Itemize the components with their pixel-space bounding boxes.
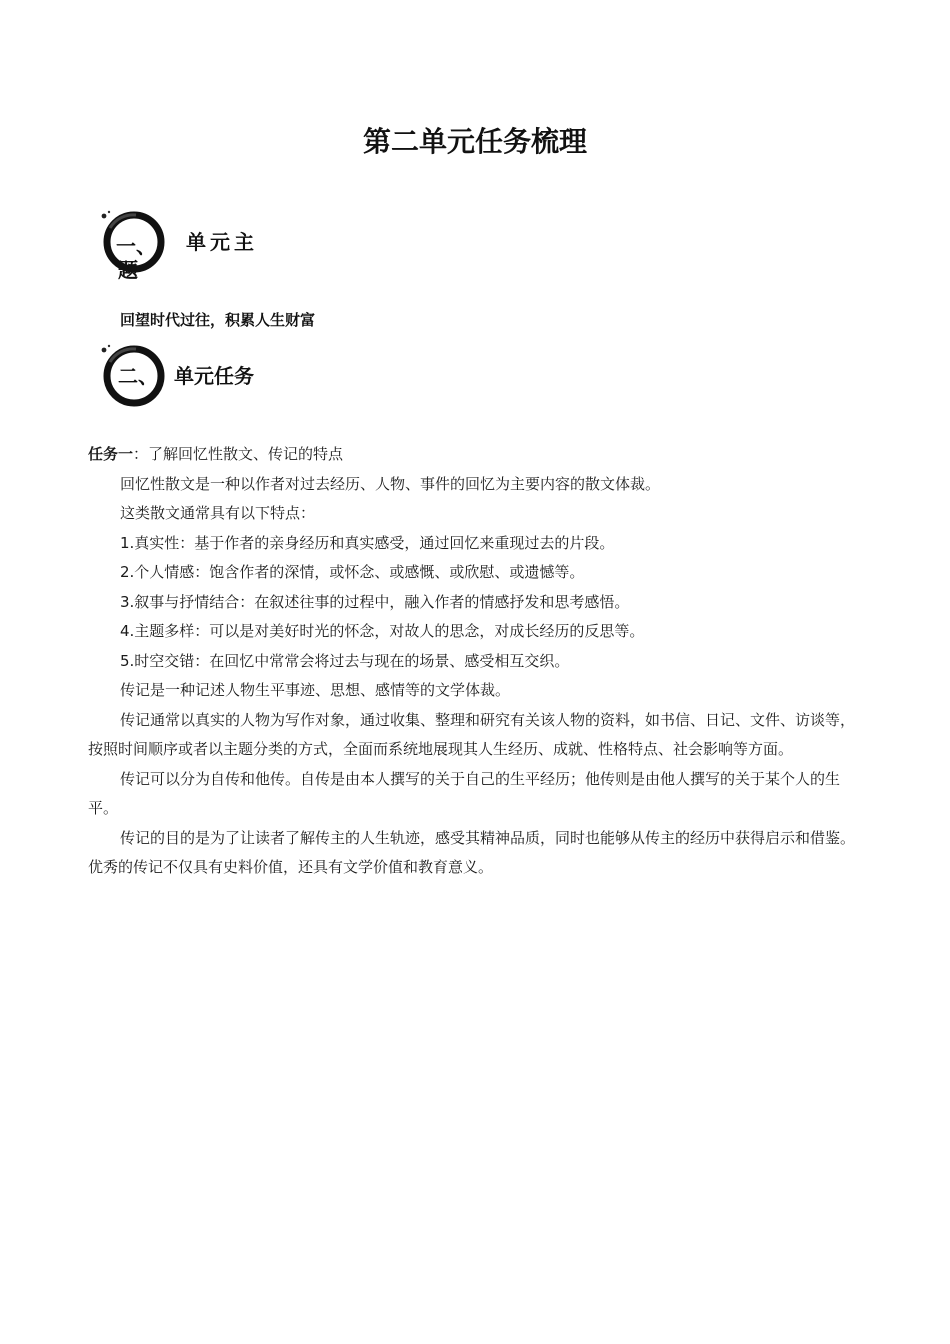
paragraph: 1.真实性：基于作者的亲身经历和真实感受，通过回忆来重现过去的片段。 xyxy=(120,533,615,552)
task-line xyxy=(88,440,864,470)
task-text: ：了解回忆性散文、传记的特点 xyxy=(133,445,344,463)
paragraph: 传记通常以真实的人物为写作对象，通过收集、整理和研究有关该人物的资料，如书信、日记、文件、访谈等，按照时间顺序或者以主题分类的方式，全面而系统地展现其人生经历、成就、性格特点、社会影响等方面。 xyxy=(88,710,856,758)
paragraph: 传记的目的是为了让读者了解传主的人生轨迹，感受其精神品质，同时也能够从传主的经历中获得启示和借鉴。优秀的传记不仅具有史料价值，还具有文学价值和教育意义。 xyxy=(88,828,856,876)
body-content xyxy=(88,440,864,883)
section-number: 二、 xyxy=(118,364,158,388)
section-heading-theme xyxy=(96,206,396,282)
section-number: 一、 xyxy=(116,234,156,258)
paragraph: 传记可以分为自传和他传。自传是由本人撰写的关于自己的生平经历；他传则是由他人撰写的关于某个人的生平。 xyxy=(88,769,841,817)
section-title: 单元主 xyxy=(186,230,258,254)
section-heading-tasks xyxy=(96,340,396,408)
paragraph: 传记是一种记述人物生平事迹、思想、感情等的文学体裁。 xyxy=(120,681,511,699)
paragraph: 4.主题多样：可以是对美好时光的怀念，对故人的思念，对成长经历的反思等。 xyxy=(120,622,645,640)
paragraph: 这类散文通常具有以下特点： xyxy=(120,504,316,522)
section-title-wrap: 题 xyxy=(118,258,138,282)
task-label: 任务一 xyxy=(88,445,134,463)
paragraph: 5.时空交错：在回忆中常常会将过去与现在的场景、感受相互交织。 xyxy=(120,651,570,670)
paragraph: 2.个人情感：饱含作者的深情，或怀念、或感慨、或欣慰、或遗憾等。 xyxy=(120,563,585,581)
unit-theme: 回望时代过往，积累人生财富 xyxy=(120,311,316,329)
section-title: 单元任务 xyxy=(174,364,254,388)
page-title: 第二单元任务梳理 xyxy=(362,125,587,158)
paragraph: 3.叙事与抒情结合：在叙述往事的过程中，融入作者的情感抒发和思考感悟。 xyxy=(120,592,630,611)
paragraph: 回忆性散文是一种以作者对过去经历、人物、事件的回忆为主要内容的散文体裁。 xyxy=(120,474,661,493)
